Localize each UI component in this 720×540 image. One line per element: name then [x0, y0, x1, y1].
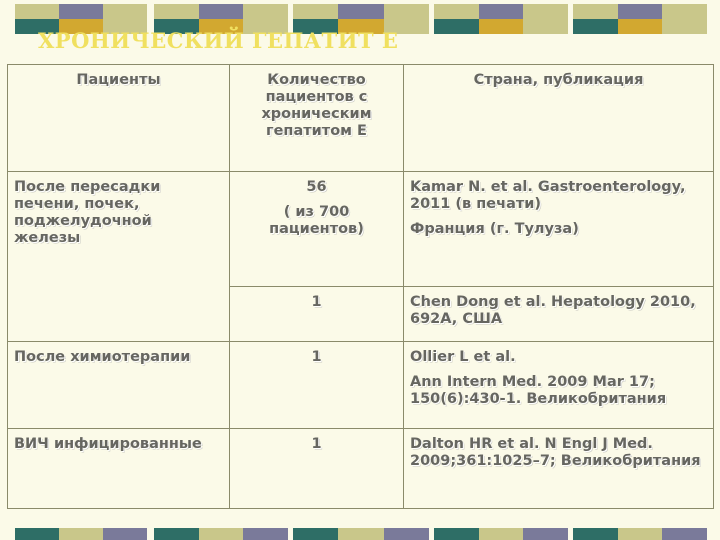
count-note: ( из 700 пациентов) — [269, 204, 364, 237]
table-row — [8, 342, 714, 429]
decorative-block — [15, 528, 147, 540]
header-patients: Пациенты — [8, 65, 230, 172]
source-line: Dalton HR et al. N Engl J Med. 2009;361:1025–7; Великобритания — [410, 436, 701, 469]
source-line: Ann Intern Med. 2009 Mar 17; 150(6):430-1. Великобритания — [410, 374, 667, 407]
table-row — [8, 172, 714, 287]
row-source-chen — [404, 287, 714, 342]
row-count-hiv: 1 — [230, 429, 404, 509]
row-count-chen: 1 — [230, 287, 404, 342]
decorative-block — [434, 528, 568, 540]
hepatitis-table — [7, 64, 714, 509]
decorative-block — [573, 528, 707, 540]
header-source: Страна, публикация — [404, 65, 714, 172]
decorative-block — [573, 4, 707, 34]
decorative-block — [434, 4, 568, 34]
slide-title: ХРОНИЧЕСКИЙ ГЕПАТИТ Е — [38, 28, 399, 53]
decorative-block — [293, 528, 429, 540]
row-count-chemo: 1 — [230, 342, 404, 429]
row-count-transplant — [230, 172, 404, 287]
source-line: Франция (г. Тулуза) — [410, 221, 579, 237]
source-line: Kamar N. et al. Gastroenterology, 2011 (в печати) — [410, 179, 686, 212]
decorative-block — [154, 528, 288, 540]
row-patients-chemo: После химиотерапии — [8, 342, 230, 429]
bottom-decorative-strip — [0, 528, 720, 540]
row-source-hiv — [404, 429, 714, 509]
row-patients-transplant: После пересадки печени, почек, поджелудочной железы — [8, 172, 230, 342]
header-count: Количество пациентов с хроническим гепатитом Е — [230, 65, 404, 172]
table-row — [8, 429, 714, 509]
source-line: Chen Dong et al. Hepatology 2010, 692A, США — [410, 294, 696, 327]
table-header-row — [8, 65, 714, 172]
row-patients-hiv: ВИЧ инфицированные — [8, 429, 230, 509]
source-line: Ollier L et al. — [410, 349, 516, 365]
row-source-transplant — [404, 172, 714, 287]
row-source-chemo — [404, 342, 714, 429]
count-value: 56 — [306, 179, 327, 195]
